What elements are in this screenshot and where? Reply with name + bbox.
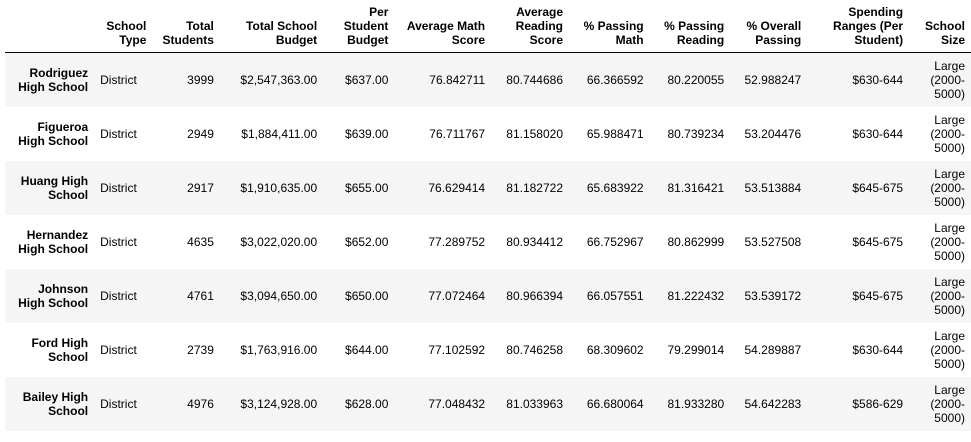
- per-student-budget-cell: $652.00: [345, 234, 389, 249]
- header-passing-math: % Passing Math: [569, 1, 650, 53]
- avg-reading-cell: 81.033963: [506, 396, 564, 411]
- school-name: Rodriguez High School: [18, 65, 89, 94]
- school-size-cell: Large (2000-5000): [930, 328, 965, 371]
- school-summary-table: [5, 1, 971, 431]
- avg-reading-cell: 80.744686: [506, 72, 564, 87]
- avg-math-cell: 76.629414: [428, 180, 486, 195]
- total-budget-cell: $3,022,020.00: [240, 234, 318, 249]
- avg-reading-cell: 80.746258: [506, 342, 564, 357]
- total-students-cell: 2949: [187, 126, 214, 141]
- table-header: [5, 1, 971, 53]
- avg-math-cell: 77.289752: [428, 234, 486, 249]
- school-size-cell: Large (2000-5000): [930, 220, 965, 263]
- header-average-math-score: Average Math Score: [394, 1, 491, 53]
- school-type-cell: District: [100, 342, 137, 357]
- spending-range-cell: $645-675: [852, 234, 904, 249]
- total-budget-cell: $1,763,916.00: [240, 342, 318, 357]
- per-student-budget-cell: $644.00: [345, 342, 389, 357]
- per-student-budget-cell: $650.00: [345, 288, 389, 303]
- spending-range-cell: $586-629: [852, 396, 904, 411]
- school-size-cell: Large (2000-5000): [930, 274, 965, 317]
- total-students-cell: 4976: [187, 396, 214, 411]
- passing-reading-cell: 81.933280: [667, 396, 725, 411]
- spending-range-cell: $645-675: [852, 288, 904, 303]
- school-type-cell: District: [100, 126, 137, 141]
- school-size-cell: Large (2000-5000): [930, 382, 965, 425]
- total-students-cell: 4761: [187, 288, 214, 303]
- passing-math-cell: 66.366592: [586, 72, 644, 87]
- avg-reading-cell: 81.182722: [506, 180, 564, 195]
- index-header: [5, 1, 94, 53]
- passing-math-cell: 66.752967: [586, 234, 644, 249]
- overall-passing-cell: 54.642283: [744, 396, 802, 411]
- passing-math-cell: 66.680064: [586, 396, 644, 411]
- table-row: [5, 215, 971, 269]
- avg-math-cell: 77.048432: [428, 396, 486, 411]
- table-row: [5, 377, 971, 431]
- table-row: [5, 323, 971, 377]
- school-name: Figueroa High School: [18, 119, 89, 148]
- overall-passing-cell: 53.527508: [744, 234, 802, 249]
- table-body: [5, 53, 971, 431]
- header-total-school-budget: Total School Budget: [220, 1, 323, 53]
- avg-math-cell: 77.102592: [428, 342, 486, 357]
- school-type-cell: District: [100, 72, 137, 87]
- passing-math-cell: 68.309602: [586, 342, 644, 357]
- passing-math-cell: 65.988471: [586, 126, 644, 141]
- total-budget-cell: $3,124,928.00: [240, 396, 318, 411]
- table-row: [5, 107, 971, 161]
- header-spending-ranges: Spending Ranges (Per Student): [807, 1, 909, 53]
- school-name: Huang High School: [20, 173, 89, 202]
- header-passing-reading: % Passing Reading: [650, 1, 731, 53]
- total-budget-cell: $3,094,650.00: [240, 288, 318, 303]
- header-per-student-budget: Per Student Budget: [323, 1, 394, 53]
- school-name: Johnson High School: [18, 281, 89, 310]
- passing-reading-cell: 81.316421: [667, 180, 725, 195]
- overall-passing-cell: 53.204476: [744, 126, 802, 141]
- school-type-cell: District: [100, 396, 137, 411]
- avg-reading-cell: 81.158020: [506, 126, 564, 141]
- total-students-cell: 2917: [187, 180, 214, 195]
- total-students-cell: 4635: [187, 234, 214, 249]
- header-average-reading-score: Average Reading Score: [491, 1, 569, 53]
- header-school-type: School Type: [94, 1, 152, 53]
- passing-reading-cell: 80.862999: [667, 234, 725, 249]
- school-type-cell: District: [100, 180, 137, 195]
- header-overall-passing: % Overall Passing: [730, 1, 807, 53]
- per-student-budget-cell: $637.00: [345, 72, 389, 87]
- avg-math-cell: 76.711767: [429, 126, 486, 141]
- total-students-cell: 2739: [187, 342, 214, 357]
- overall-passing-cell: 54.289887: [744, 342, 802, 357]
- total-budget-cell: $1,910,635.00: [240, 180, 318, 195]
- school-name: Hernandez High School: [18, 227, 89, 256]
- table-row: [5, 161, 971, 215]
- total-budget-cell: $1,884,411.00: [241, 126, 318, 141]
- school-size-cell: Large (2000-5000): [930, 166, 965, 209]
- header-total-students: Total Students: [152, 1, 220, 53]
- header-school-size: School Size: [909, 1, 971, 53]
- passing-reading-cell: 80.739234: [667, 126, 725, 141]
- overall-passing-cell: 52.988247: [744, 72, 802, 87]
- overall-passing-cell: 53.539172: [744, 288, 802, 303]
- passing-math-cell: 66.057551: [586, 288, 644, 303]
- school-type-cell: District: [100, 234, 137, 249]
- school-size-cell: Large (2000-5000): [930, 58, 965, 101]
- passing-reading-cell: 79.299014: [667, 342, 725, 357]
- table-row: [5, 269, 971, 323]
- table-row: [5, 53, 971, 107]
- per-student-budget-cell: $639.00: [345, 126, 389, 141]
- school-name: Bailey High School: [22, 389, 89, 418]
- spending-range-cell: $630-644: [852, 342, 904, 357]
- spending-range-cell: $630-644: [852, 126, 904, 141]
- passing-math-cell: 65.683922: [586, 180, 644, 195]
- passing-reading-cell: 80.220055: [667, 72, 725, 87]
- spending-range-cell: $630-644: [852, 72, 904, 87]
- total-students-cell: 3999: [187, 72, 214, 87]
- passing-reading-cell: 81.222432: [667, 288, 725, 303]
- school-size-cell: Large (2000-5000): [930, 112, 965, 155]
- avg-math-cell: 76.842711: [429, 72, 486, 87]
- school-type-cell: District: [100, 288, 137, 303]
- per-student-budget-cell: $628.00: [345, 396, 389, 411]
- avg-math-cell: 77.072464: [428, 288, 486, 303]
- avg-reading-cell: 80.966394: [506, 288, 564, 303]
- total-budget-cell: $2,547,363.00: [240, 72, 318, 87]
- school-name: Ford High School: [31, 335, 89, 364]
- header-row: [5, 1, 971, 53]
- overall-passing-cell: 53.513884: [744, 180, 802, 195]
- avg-reading-cell: 80.934412: [506, 234, 564, 249]
- per-student-budget-cell: $655.00: [345, 180, 389, 195]
- spending-range-cell: $645-675: [852, 180, 904, 195]
